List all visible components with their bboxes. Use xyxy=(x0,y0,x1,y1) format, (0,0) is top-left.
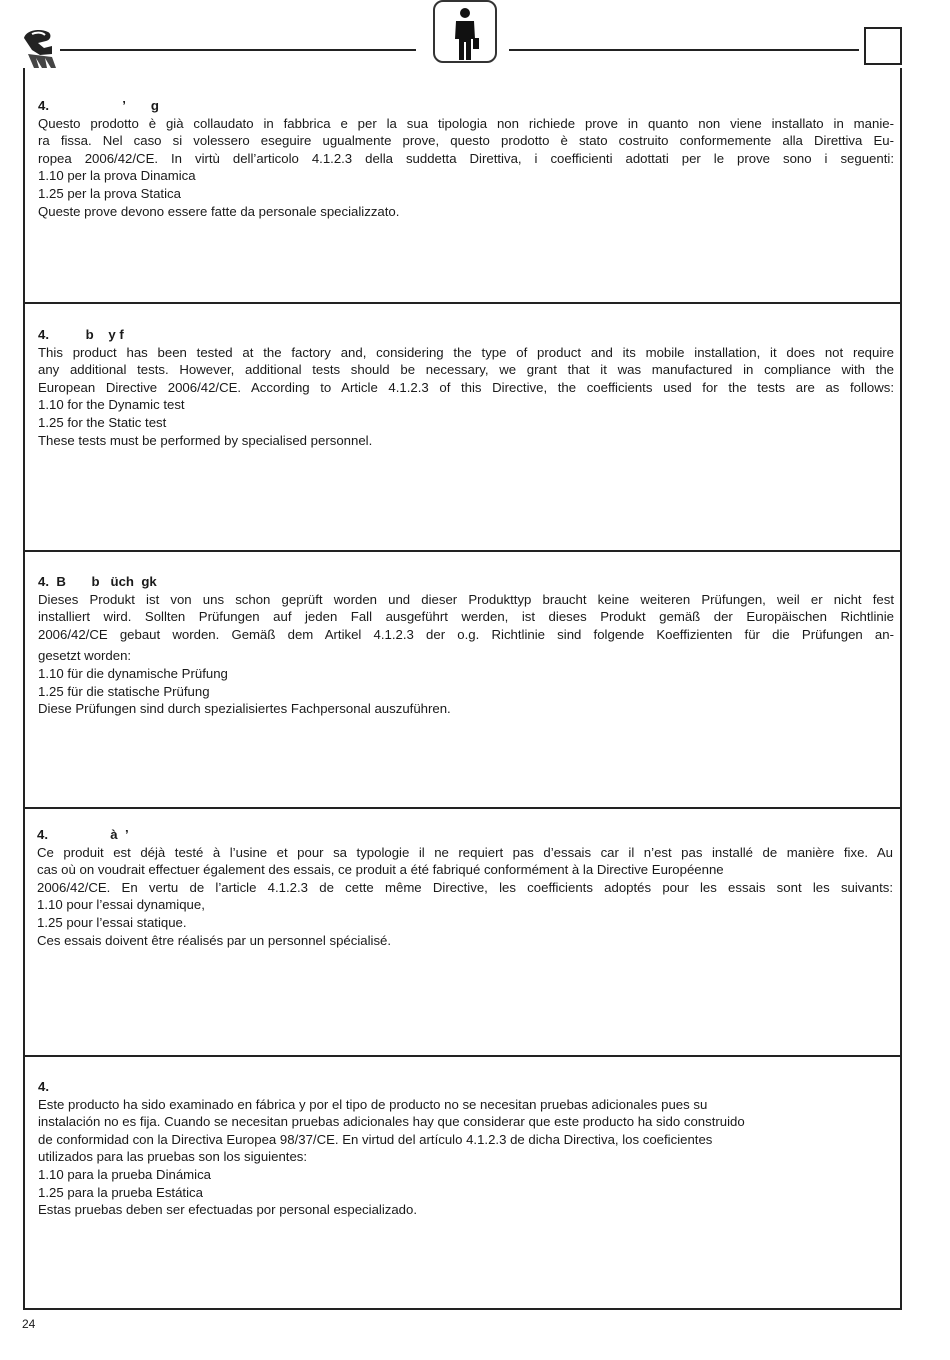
section-spanish xyxy=(38,1078,894,1219)
paragraph-line: Dieses Produkt ist von uns schon geprüft worden und dieser Produkttyp braucht keine weiteren Prüfungen, weil er nicht fest xyxy=(38,591,894,607)
paragraph-line: ra fissa. Nel caso si volessero eseguire ugualmente prove, questo prodotto è stato costruito conformemente alla Direttiva Eu- xyxy=(38,133,894,149)
coefficient-static: 1.25 für die statische Prüfung xyxy=(38,683,210,699)
header-rule-left xyxy=(60,49,416,51)
operator-icon xyxy=(433,0,497,63)
coefficient-dynamic: 1.10 pour l’essai dynamique, xyxy=(37,897,205,913)
section-french xyxy=(37,826,893,949)
coefficient-static: 1.25 pour l’essai statique. xyxy=(37,914,187,930)
section-heading: 4. à ’ xyxy=(37,827,129,842)
paragraph-line: gesetzt worden: xyxy=(38,648,132,664)
section-english xyxy=(38,326,894,449)
section-divider xyxy=(23,550,902,552)
paragraph-line: Diese Prüfungen sind durch spezialisiertes Fachpersonal auszuführen. xyxy=(38,701,451,717)
header-corner-box xyxy=(864,27,902,65)
paragraph-line: Ces essais doivent être réalisés par un personnel spécialisé. xyxy=(37,932,392,948)
paragraph-line: utilizados para las pruebas son los siguientes: xyxy=(38,1149,308,1165)
section-heading: 4. xyxy=(38,1079,49,1094)
section-divider xyxy=(23,807,902,809)
section-heading: 4. B b üch gk xyxy=(38,574,157,589)
paragraph-line: Ce produit est déjà testé à l’usine et pour sa typologie il ne requiert pas d’essais car il n’est pas installé de manière fixe. Au xyxy=(37,844,893,860)
paragraph-line: Estas pruebas deben ser efectuadas por personal especializado. xyxy=(38,1202,418,1218)
section-italian xyxy=(38,97,894,220)
section-divider xyxy=(23,302,902,304)
paragraph-line: ropea 2006/42/CE. In virtù dell’articolo 4.1.2.3 della suddetta Direttiva, i coefficienti adottati per le prove sono i seguenti: xyxy=(38,150,894,166)
coefficient-static: 1.25 for the Static test xyxy=(38,414,167,430)
brand-logo-icon xyxy=(18,24,58,68)
coefficient-dynamic: 1.10 per la prova Dinamica xyxy=(38,168,196,184)
section-german xyxy=(38,573,894,718)
paragraph-line: de conformidad con la Directiva Europea 98/37/CE. En virtud del artículo 4.1.2.3 de dicha Directiva, los coeficientes xyxy=(38,1131,713,1147)
section-heading: 4. ’ g xyxy=(38,98,159,113)
header-rule-right xyxy=(509,49,859,51)
paragraph-line: 2006/42/CE gebaut worden. Gemäß dem Artikel 4.1.2.3 der o.g. Richtlinie sind folgende Koeffizienten für die Prüfungen an- xyxy=(38,626,894,642)
paragraph-line: any additional tests. However, additional tests should be necessary, we grant that it was manufactured in compliance with the xyxy=(38,362,894,378)
paragraph-line: cas où on voudrait effectuer également des essais, ce produit a été fabriqué conformément à la Directive Européenne xyxy=(37,862,724,878)
coefficient-dynamic: 1.10 für die dynamische Prüfung xyxy=(38,665,228,681)
section-heading: 4. b y f xyxy=(38,327,124,342)
paragraph-line: These tests must be performed by specialised personnel. xyxy=(38,432,373,448)
page-number: 24 xyxy=(22,1317,36,1331)
coefficient-dynamic: 1.10 para la prueba Dinámica xyxy=(38,1166,212,1182)
paragraph-line: instalación no es fija. Cuando se necesitan pruebas adicionales hay que considerar que este producto ha sido construido xyxy=(38,1114,745,1130)
coefficient-dynamic: 1.10 for the Dynamic test xyxy=(38,397,185,413)
paragraph-line: This product has been tested at the factory and, considering the type of product and its mobile installation, it does not require xyxy=(38,344,894,360)
paragraph-line: installiert wird. Sollten Prüfungen auf jeden Fall ausgeführt werden, ist dieses Produkt gemäß der Europäischen Richtlinie xyxy=(38,609,894,625)
paragraph-line: Questo prodotto è già collaudato in fabbrica e per la sua tipologia non richiede prove in quanto non viene installato in manie- xyxy=(38,115,894,131)
paragraph-line: European Directive 2006/42/CE. According to Article 4.1.2.3 of this Directive, the coefficients used for the tests are as follows: xyxy=(38,379,894,395)
paragraph-line: 2006/42/CE. En vertu de l’article 4.1.2.3 de cette même Directive, les coefficients adoptés pour les essais sont les suivants: xyxy=(37,879,893,895)
paragraph-line: Queste prove devono essere fatte da personale specializzato. xyxy=(38,203,400,219)
paragraph-line: Este producto ha sido examinado en fábrica y por el tipo de producto no se necesitan pruebas adicionales pues su xyxy=(38,1096,708,1112)
section-divider xyxy=(23,1055,902,1057)
coefficient-static: 1.25 per la prova Statica xyxy=(38,185,181,201)
coefficient-static: 1.25 para la prueba Estática xyxy=(38,1184,203,1200)
